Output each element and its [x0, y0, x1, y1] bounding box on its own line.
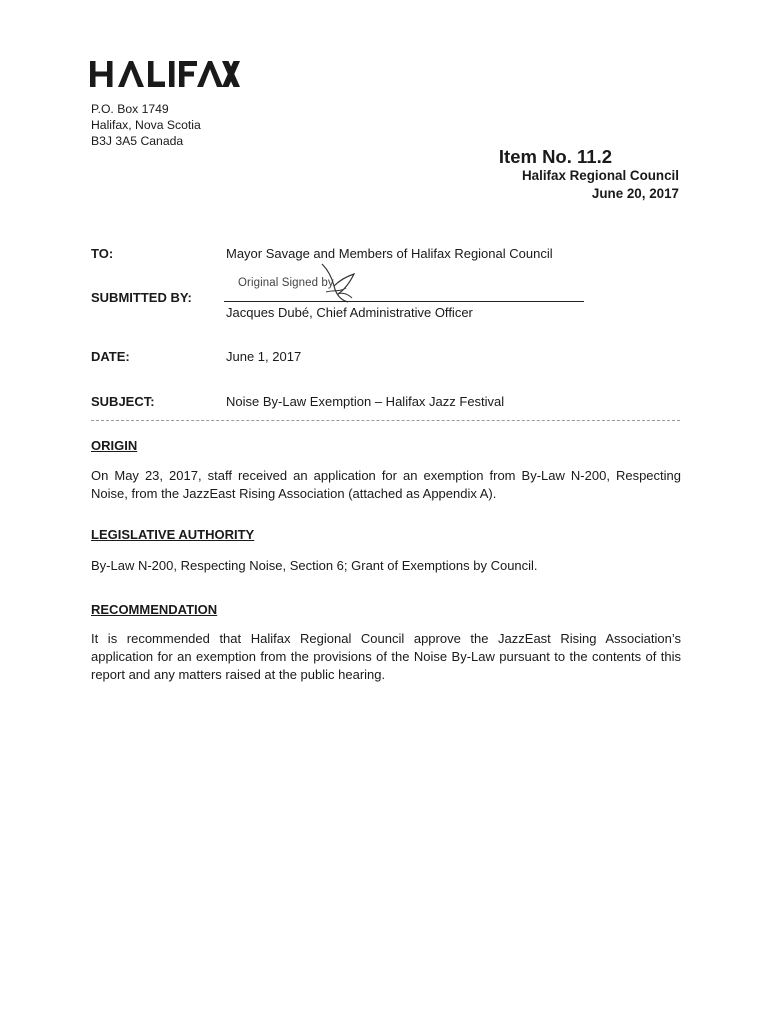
recommendation-text: It is recommended that Halifax Regional Council approve the JazzEast Rising Association’s application for an exemption from the provisions of the Noise By-Law pursuant to the contents of this report and any matters raised at the public hearing. [91, 631, 681, 682]
submitted-by-label: SUBMITTED BY: [91, 290, 192, 305]
separator-rule [91, 420, 680, 421]
submitted-by-value: Jacques Dubé, Chief Administrative Officer [226, 305, 473, 320]
meeting-date: June 20, 2017 [591, 186, 679, 201]
recommendation-heading: RECOMMENDATION [91, 602, 218, 617]
legislative-authority-heading: LEGISLATIVE AUTHORITY [91, 527, 255, 542]
signature-line [224, 301, 584, 302]
to-value: Mayor Savage and Members of Halifax Regional Council [226, 246, 553, 261]
item-number: Item No. 11.2 [498, 146, 612, 167]
address-line-po-box: P.O. Box 1749 [91, 102, 169, 116]
address-line-city: Halifax, Nova Scotia [91, 118, 201, 132]
legislative-authority-text: By-Law N-200, Respecting Noise, Section 6; Grant of Exemptions by Council. [91, 558, 538, 573]
to-label: TO: [91, 246, 114, 261]
signature-note: Original Signed by [238, 277, 334, 289]
meeting-info [522, 167, 679, 203]
subject-value: Noise By-Law Exemption – Halifax Jazz Festival [226, 394, 505, 409]
date-value: June 1, 2017 [226, 349, 302, 364]
origin-text: On May 23, 2017, staff received an application for an exemption from By-Law N-200, Respecting Noise, from the JazzEast Rising Association (attached as Appendix A). [91, 468, 681, 501]
origin-heading: ORIGIN [91, 438, 138, 453]
date-label: DATE: [91, 349, 130, 364]
address-line-postal: B3J 3A5 Canada [91, 134, 184, 148]
signature-mark [318, 262, 358, 304]
halifax-logo [90, 58, 240, 90]
meeting-body: Halifax Regional Council [522, 168, 679, 183]
subject-label: SUBJECT: [91, 394, 155, 409]
mailing-address [91, 101, 201, 149]
